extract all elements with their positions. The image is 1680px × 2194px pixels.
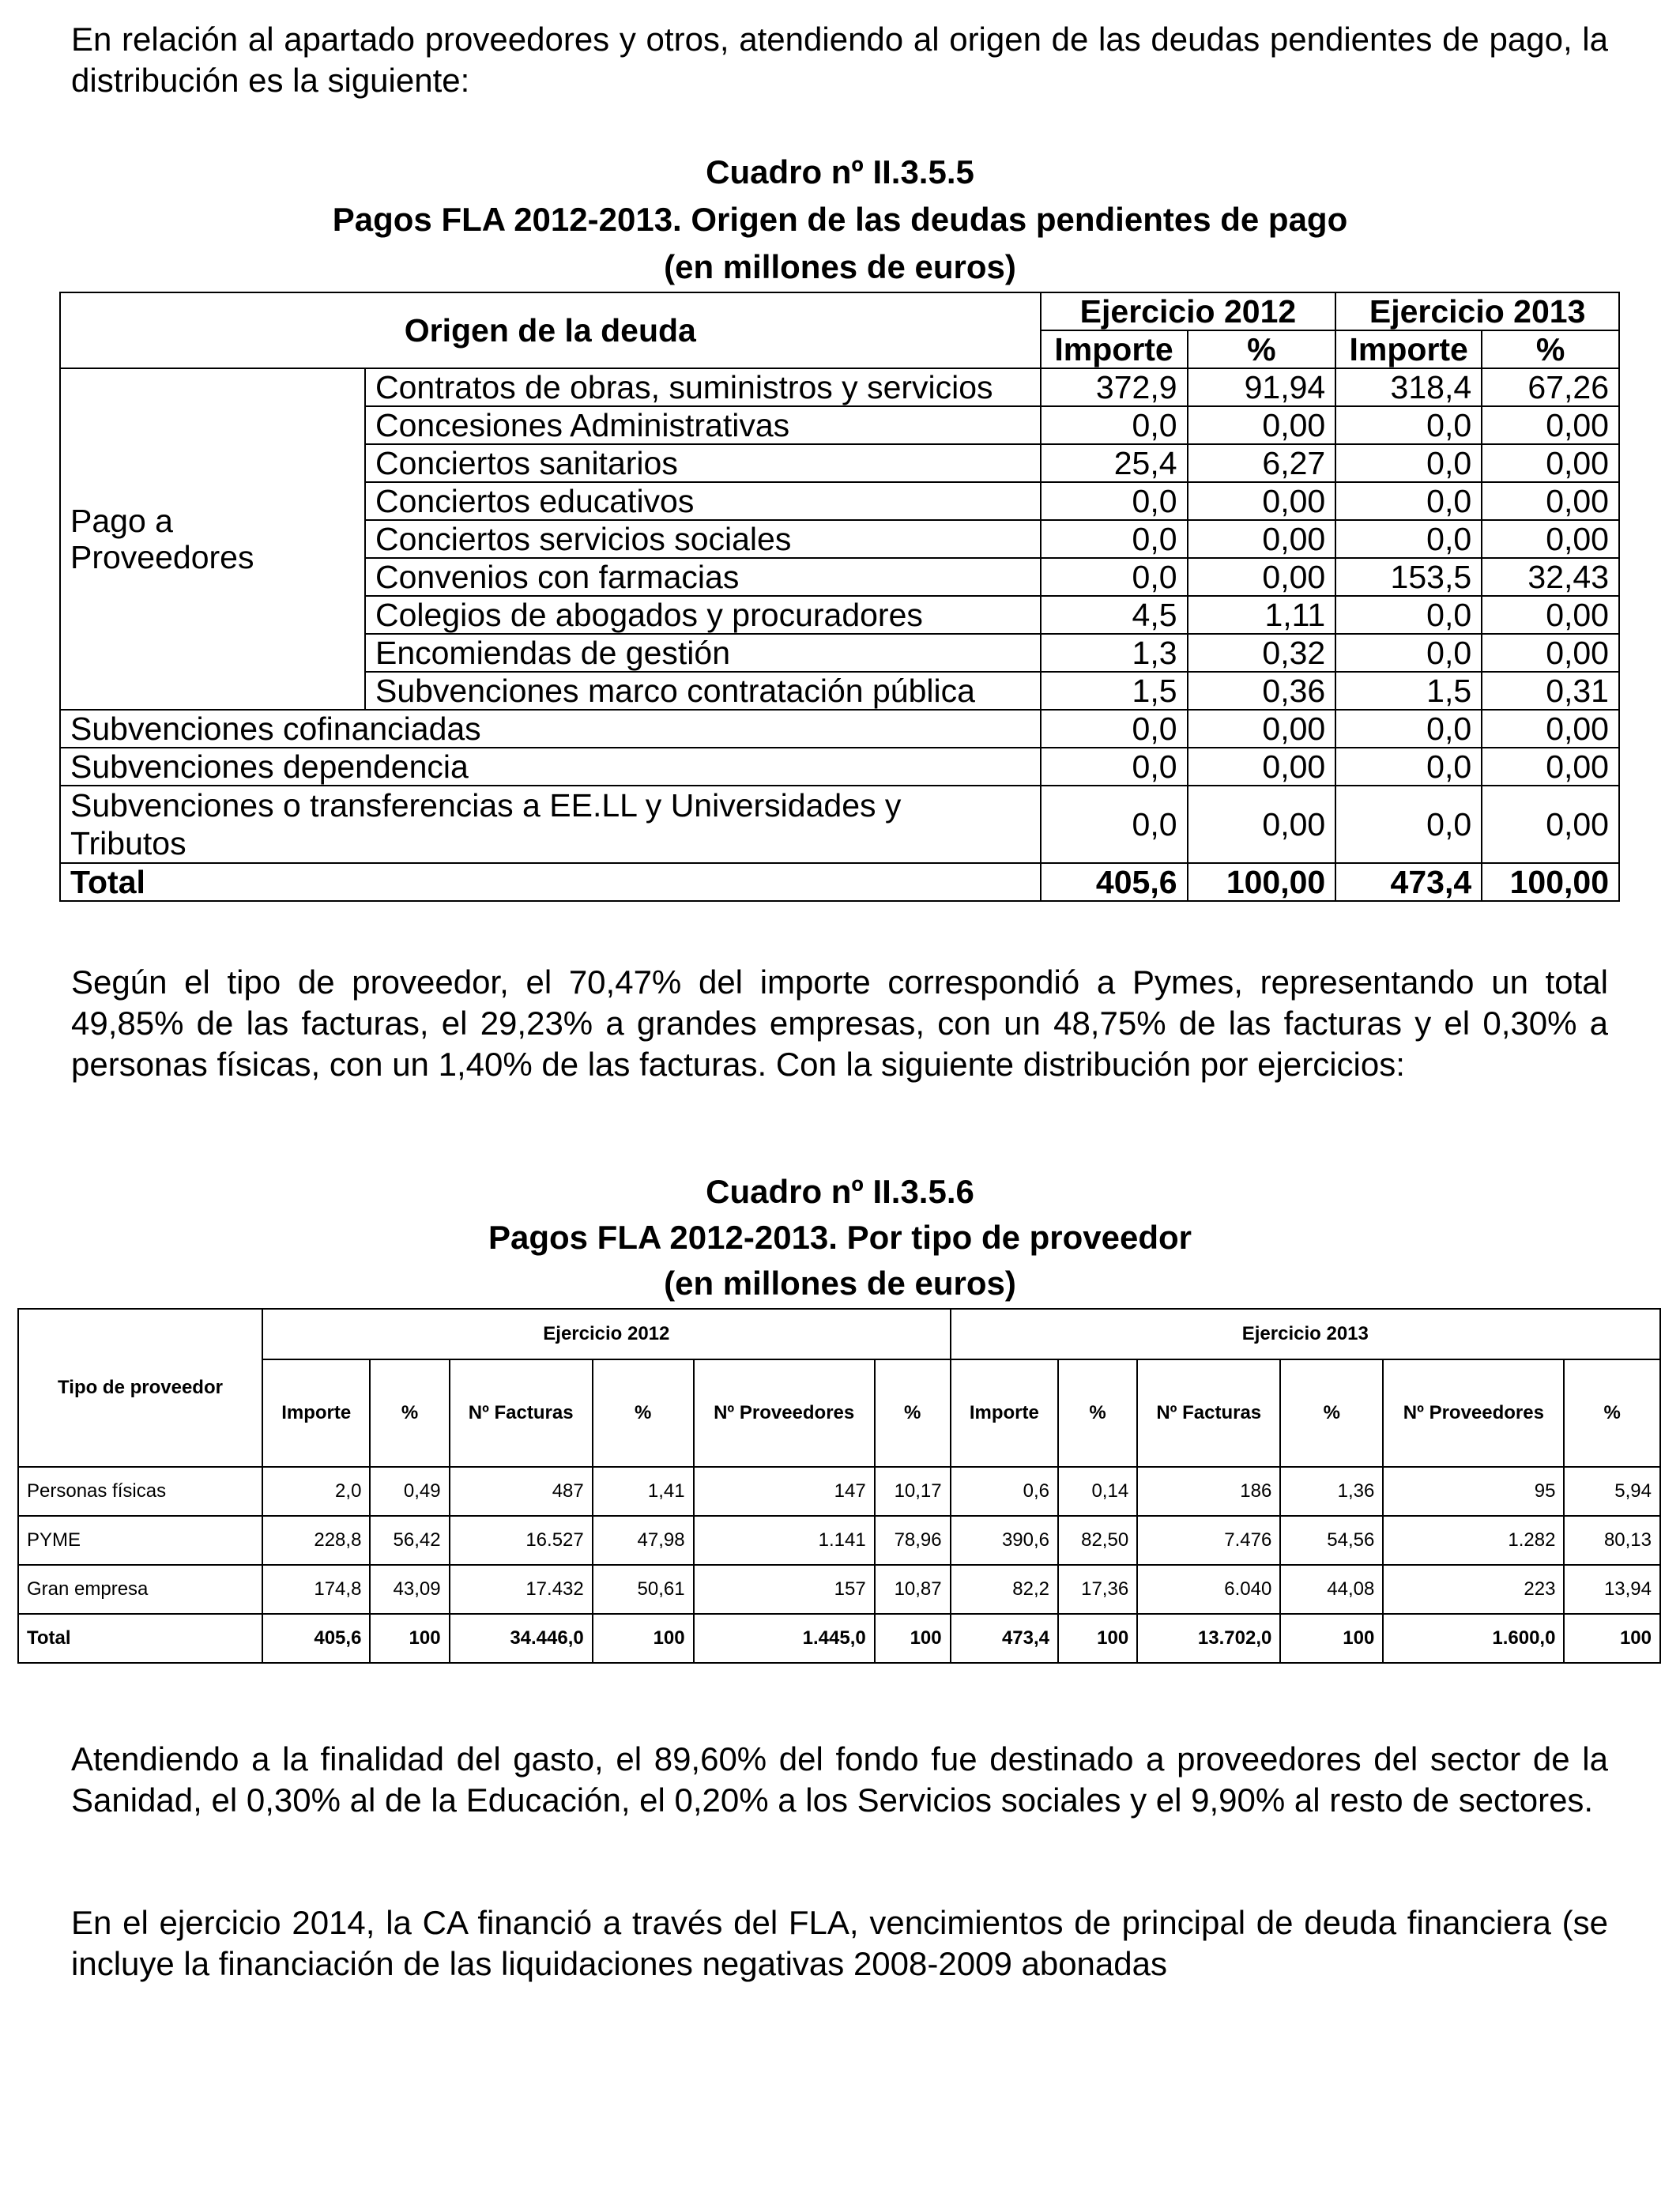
table-row — [18, 1516, 1660, 1565]
total-label: Total — [60, 863, 1041, 901]
cell: 1,36 — [1280, 1467, 1383, 1516]
cell: 174,8 — [262, 1565, 370, 1614]
subheader: Nº Proveedores — [1383, 1359, 1564, 1467]
cell: 0,00 — [1482, 710, 1619, 748]
cell: 82,50 — [1058, 1516, 1137, 1565]
group-label-line1: Pago a — [70, 503, 173, 539]
cell: 1,11 — [1188, 596, 1336, 634]
cell: 0,00 — [1482, 596, 1619, 634]
header-year-2012: Ejercicio 2012 — [262, 1309, 951, 1359]
cell: 10,17 — [875, 1467, 951, 1516]
row-label: Conciertos servicios sociales — [365, 520, 1041, 558]
header-amount-2013: Importe — [1335, 330, 1482, 368]
cell: 100 — [1564, 1614, 1660, 1663]
cell: 0,0 — [1335, 444, 1482, 482]
table-row — [18, 1565, 1660, 1614]
table-row — [60, 368, 1619, 406]
cell: 0,0 — [1335, 520, 1482, 558]
cell: 0,00 — [1188, 786, 1336, 863]
row-label: Contratos de obras, suministros y servicios — [365, 368, 1041, 406]
header-origin: Origen de la deuda — [60, 292, 1041, 368]
cell: 4,5 — [1041, 596, 1188, 634]
cell: 0,0 — [1335, 596, 1482, 634]
row-label: PYME — [18, 1516, 262, 1565]
table-row — [18, 1467, 1660, 1516]
table-row — [60, 748, 1619, 786]
header-type: Tipo de proveedor — [18, 1309, 262, 1467]
row-label: Subvenciones cofinanciadas — [60, 710, 1041, 748]
cell: 0,00 — [1482, 482, 1619, 520]
cell: 2,0 — [262, 1467, 370, 1516]
cell: 0,0 — [1335, 710, 1482, 748]
cell: 0,36 — [1188, 672, 1336, 710]
table2-caption-title: Pagos FLA 2012-2013. Por tipo de proveedor — [488, 1219, 1192, 1256]
cell: 0,00 — [1188, 710, 1336, 748]
cell: 47,98 — [593, 1516, 694, 1565]
debt-origin-table — [59, 292, 1620, 902]
subheader: Nº Facturas — [450, 1359, 593, 1467]
cell: 405,6 — [262, 1614, 370, 1663]
cell: 5,94 — [1564, 1467, 1660, 1516]
cell: 13,94 — [1564, 1565, 1660, 1614]
cell: 100,00 — [1188, 863, 1336, 901]
purpose-paragraph: Atendiendo a la finalidad del gasto, el 89,60% del fondo fue destinado a proveedores del sector de la Sanidad, el 0,30% al de la Educación, el 0,20% a los Servicios sociales y el 9,90% al resto de sectores. — [71, 1740, 1608, 1819]
cell: 54,56 — [1280, 1516, 1383, 1565]
cell: 0,00 — [1188, 558, 1336, 596]
header-pct-2013: % — [1482, 330, 1619, 368]
cell: 91,94 — [1188, 368, 1336, 406]
intro-paragraph: En relación al apartado proveedores y otros, atendiendo al origen de las deudas pendientes de pago, la distribución es la siguiente: — [71, 21, 1608, 99]
table1-caption-units: (en millones de euros) — [664, 248, 1016, 285]
cell: 0,6 — [951, 1467, 1058, 1516]
row-label: Concesiones Administrativas — [365, 406, 1041, 444]
cell: 67,26 — [1482, 368, 1619, 406]
cell: 0,14 — [1058, 1467, 1137, 1516]
cell: 0,0 — [1335, 786, 1482, 863]
cell: 473,4 — [1335, 863, 1482, 901]
total-row — [60, 863, 1619, 901]
cell: 44,08 — [1280, 1565, 1383, 1614]
table1-caption-number: Cuadro nº II.3.5.5 — [706, 153, 974, 190]
cell: 100 — [370, 1614, 449, 1663]
cell: 16.527 — [450, 1516, 593, 1565]
cell: 1.600,0 — [1383, 1614, 1564, 1663]
supplier-type-paragraph: Según el tipo de proveedor, el 70,47% del importe correspondió a Pymes, representando un total 49,85% de las facturas, el 29,23% a grandes empresas, con un 48,75% de las facturas y el 0,30% a personas físicas, con un 1,40% de las facturas. Con la siguiente distribución por ejercicios: — [71, 963, 1608, 1083]
cell: 0,49 — [370, 1467, 449, 1516]
row-label: Personas físicas — [18, 1467, 262, 1516]
group-label-line2: Proveedores — [70, 539, 254, 575]
cell: 1,41 — [593, 1467, 694, 1516]
cell: 0,31 — [1482, 672, 1619, 710]
cell: 0,0 — [1041, 710, 1188, 748]
row-label: Subvenciones dependencia — [60, 748, 1041, 786]
cell: 100 — [1058, 1614, 1137, 1663]
cell: 0,0 — [1041, 482, 1188, 520]
header-amount-2012: Importe — [1041, 330, 1188, 368]
row-label: Gran empresa — [18, 1565, 262, 1614]
cell: 0,0 — [1041, 520, 1188, 558]
supplier-type-table — [17, 1308, 1661, 1664]
cell: 372,9 — [1041, 368, 1188, 406]
cell: 487 — [450, 1467, 593, 1516]
cell: 56,42 — [370, 1516, 449, 1565]
subheader: Importe — [951, 1359, 1058, 1467]
total-label: Total — [18, 1614, 262, 1663]
cell: 50,61 — [593, 1565, 694, 1614]
cell: 0,00 — [1482, 748, 1619, 786]
row-label: Subvenciones o transferencias a EE.LL y Universidades y Tributos — [60, 786, 1041, 863]
row-label: Encomiendas de gestión — [365, 634, 1041, 672]
cell: 95 — [1383, 1467, 1564, 1516]
table-row — [60, 710, 1619, 748]
cell: 186 — [1137, 1467, 1280, 1516]
cell: 32,43 — [1482, 558, 1619, 596]
header-year-2013: Ejercicio 2013 — [951, 1309, 1660, 1359]
row-label: Convenios con farmacias — [365, 558, 1041, 596]
cell: 147 — [694, 1467, 875, 1516]
cell: 0,00 — [1482, 406, 1619, 444]
row-label: Colegios de abogados y procuradores — [365, 596, 1041, 634]
cell: 0,00 — [1482, 634, 1619, 672]
cell: 473,4 — [951, 1614, 1058, 1663]
cell: 0,0 — [1335, 406, 1482, 444]
cell: 80,13 — [1564, 1516, 1660, 1565]
table1-caption-title: Pagos FLA 2012-2013. Origen de las deudas pendientes de pago — [332, 201, 1348, 238]
cell: 7.476 — [1137, 1516, 1280, 1565]
subheader: % — [1058, 1359, 1137, 1467]
cell: 0,00 — [1482, 520, 1619, 558]
cell: 100,00 — [1482, 863, 1619, 901]
cell: 6,27 — [1188, 444, 1336, 482]
cell: 1,5 — [1335, 672, 1482, 710]
cell: 34.446,0 — [450, 1614, 593, 1663]
cell: 0,00 — [1188, 520, 1336, 558]
header-pct-2012: % — [1188, 330, 1336, 368]
subheader: % — [370, 1359, 449, 1467]
cell: 17.432 — [450, 1565, 593, 1614]
subheader: Nº Facturas — [1137, 1359, 1280, 1467]
cell: 1,3 — [1041, 634, 1188, 672]
table2-caption-units: (en millones de euros) — [664, 1265, 1016, 1302]
cell: 13.702,0 — [1137, 1614, 1280, 1663]
cell: 390,6 — [951, 1516, 1058, 1565]
cell: 0,00 — [1188, 406, 1336, 444]
cell: 0,0 — [1041, 786, 1188, 863]
cell: 0,00 — [1482, 444, 1619, 482]
cell: 82,2 — [951, 1565, 1058, 1614]
cell: 1.282 — [1383, 1516, 1564, 1565]
cell: 157 — [694, 1565, 875, 1614]
cell: 0,0 — [1335, 748, 1482, 786]
cell: 10,87 — [875, 1565, 951, 1614]
cell: 0,0 — [1041, 406, 1188, 444]
table2-caption-number: Cuadro nº II.3.5.6 — [706, 1173, 974, 1210]
cell: 0,0 — [1041, 748, 1188, 786]
cell: 78,96 — [875, 1516, 951, 1565]
row-label: Subvenciones marco contratación pública — [365, 672, 1041, 710]
subheader: % — [593, 1359, 694, 1467]
header-year-2013: Ejercicio 2013 — [1335, 292, 1619, 330]
cell: 0,00 — [1188, 748, 1336, 786]
cell: 223 — [1383, 1565, 1564, 1614]
cell: 0,0 — [1335, 634, 1482, 672]
header-year-2012: Ejercicio 2012 — [1041, 292, 1336, 330]
subheader: Nº Proveedores — [694, 1359, 875, 1467]
cell: 100 — [875, 1614, 951, 1663]
cell: 228,8 — [262, 1516, 370, 1565]
cell: 153,5 — [1335, 558, 1482, 596]
cell: 0,32 — [1188, 634, 1336, 672]
fla-2014-paragraph: En el ejercicio 2014, la CA financió a través del FLA, vencimientos de principal de deuda financiera (se incluye la financiación de las liquidaciones negativas 2008-2009 abonadas — [71, 1904, 1608, 1982]
cell: 25,4 — [1041, 444, 1188, 482]
cell: 0,0 — [1335, 482, 1482, 520]
cell: 100 — [593, 1614, 694, 1663]
cell: 0,00 — [1188, 482, 1336, 520]
total-row — [18, 1614, 1660, 1663]
subheader: % — [1564, 1359, 1660, 1467]
subheader: % — [875, 1359, 951, 1467]
subheader: % — [1280, 1359, 1383, 1467]
cell: 6.040 — [1137, 1565, 1280, 1614]
cell: 0,0 — [1041, 558, 1188, 596]
subheader: Importe — [262, 1359, 370, 1467]
cell: 17,36 — [1058, 1565, 1137, 1614]
table-row — [60, 786, 1619, 863]
cell: 100 — [1280, 1614, 1383, 1663]
group-label-cell — [60, 368, 365, 710]
cell: 1.141 — [694, 1516, 875, 1565]
cell: 1.445,0 — [694, 1614, 875, 1663]
row-label: Conciertos sanitarios — [365, 444, 1041, 482]
cell: 318,4 — [1335, 368, 1482, 406]
cell: 0,00 — [1482, 786, 1619, 863]
cell: 1,5 — [1041, 672, 1188, 710]
row-label: Conciertos educativos — [365, 482, 1041, 520]
cell: 43,09 — [370, 1565, 449, 1614]
cell: 405,6 — [1041, 863, 1188, 901]
